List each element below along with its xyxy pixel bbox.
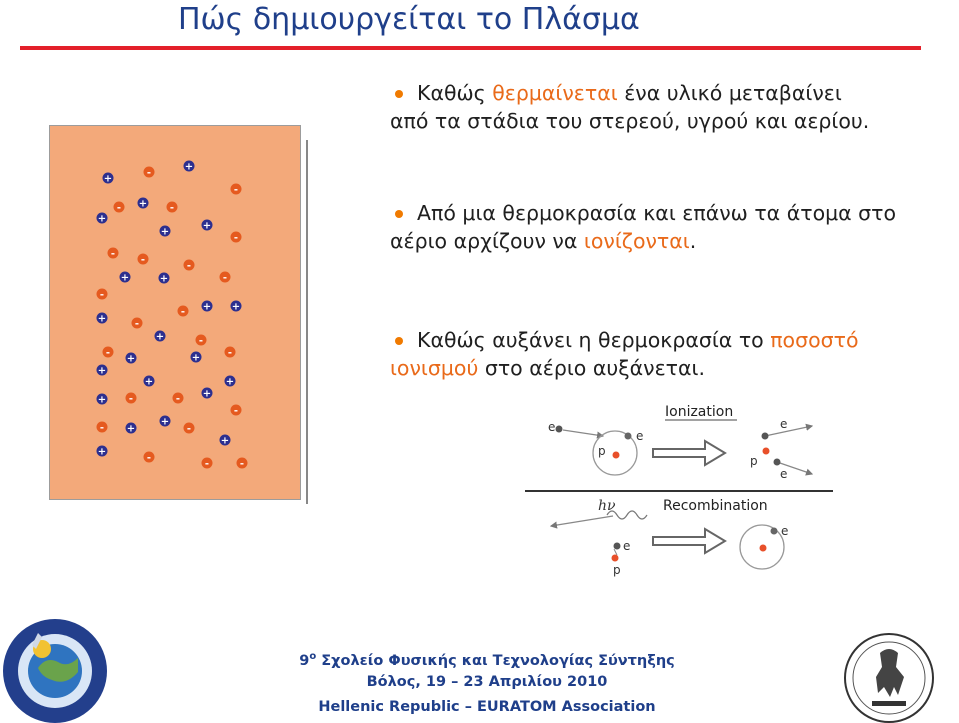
svg-text:+: + xyxy=(97,313,107,325)
svg-text:+: + xyxy=(202,388,212,400)
proton-dot xyxy=(763,448,770,455)
svg-text:-: - xyxy=(116,202,122,214)
positive-ion xyxy=(97,365,108,377)
svg-text:+: + xyxy=(97,394,107,406)
svg-text:-: - xyxy=(175,393,181,405)
electron xyxy=(237,458,248,470)
positive-ion xyxy=(202,388,213,400)
electron-label: e xyxy=(548,420,556,434)
positive-ion xyxy=(97,313,108,325)
svg-text:-: - xyxy=(146,167,152,179)
svg-text:-: - xyxy=(233,232,239,244)
svg-text:-: - xyxy=(222,272,228,284)
ionization-label: Ionization xyxy=(665,404,734,420)
positive-ion xyxy=(126,353,137,365)
text-run: Καθώς αυξάνει η θερμοκρασία το xyxy=(417,328,771,352)
svg-text:+: + xyxy=(225,376,235,388)
proton-label: p xyxy=(613,563,621,577)
svg-text:+: + xyxy=(160,416,170,428)
svg-text:+: + xyxy=(138,198,148,210)
recombination-arrow xyxy=(653,529,725,553)
electron xyxy=(103,347,114,359)
footer-school xyxy=(232,647,742,671)
proton-label: p xyxy=(598,444,606,458)
photon-trajectory xyxy=(551,516,613,526)
positive-ion xyxy=(191,352,202,364)
positive-ion xyxy=(126,423,137,435)
electron-dot xyxy=(556,426,563,433)
electron xyxy=(132,318,143,330)
svg-text:+: + xyxy=(155,331,165,343)
highlight-text: ιονισμού xyxy=(390,356,479,380)
positive-ion xyxy=(97,394,108,406)
page-title: Πώς δημιουργείται το Πλάσμα xyxy=(178,2,640,37)
electron xyxy=(108,248,119,260)
electron xyxy=(184,260,195,272)
svg-text:-: - xyxy=(186,423,192,435)
svg-text:-: - xyxy=(198,335,204,347)
bound-electron-dot xyxy=(625,433,632,440)
text-run: Καθώς xyxy=(417,81,493,105)
positive-ion xyxy=(184,161,195,173)
electron-dot xyxy=(614,543,621,550)
svg-text:+: + xyxy=(231,301,241,313)
electron-trajectory xyxy=(614,549,617,555)
positive-ion xyxy=(159,273,170,285)
proton-dot xyxy=(612,555,619,562)
positive-ion xyxy=(138,198,149,210)
electron-trajectory xyxy=(563,430,603,436)
ionization-arrow xyxy=(653,441,725,465)
proton-label: p xyxy=(750,454,758,468)
positive-ion xyxy=(202,220,213,232)
electron xyxy=(114,202,125,214)
svg-text:-: - xyxy=(99,289,105,301)
positive-ion xyxy=(155,331,166,343)
university-seal xyxy=(836,623,944,723)
electron xyxy=(144,452,155,464)
recombination-label: Recombination xyxy=(663,498,768,514)
positive-ion xyxy=(225,376,236,388)
institute-logo xyxy=(0,613,115,723)
svg-text:+: + xyxy=(159,273,169,285)
electron xyxy=(184,423,195,435)
electron-label: e xyxy=(623,539,631,553)
svg-text:+: + xyxy=(97,446,107,458)
svg-text:+: + xyxy=(103,173,113,185)
footer-association: Hellenic Republic – EURATOM Association xyxy=(318,699,656,715)
electron xyxy=(173,393,184,405)
bound-electron-dot xyxy=(771,528,778,535)
bullet-line: από τα στάδια του στερεού, υγρού και αερίου. xyxy=(390,109,870,133)
positive-ion xyxy=(144,376,155,388)
svg-text:-: - xyxy=(180,306,186,318)
electron xyxy=(220,272,231,284)
svg-text:-: - xyxy=(99,422,105,434)
positive-ion xyxy=(103,173,114,185)
svg-text:-: - xyxy=(239,458,245,470)
svg-text:-: - xyxy=(140,254,146,266)
svg-text:+: + xyxy=(202,301,212,313)
positive-ion xyxy=(231,301,242,313)
svg-text:+: + xyxy=(120,272,130,284)
highlight-text: ποσοστό xyxy=(770,328,859,352)
svg-text:-: - xyxy=(146,452,152,464)
svg-text:-: - xyxy=(169,202,175,214)
electron-label: e xyxy=(780,467,788,481)
svg-text:+: + xyxy=(97,365,107,377)
electron xyxy=(196,335,207,347)
positive-ion xyxy=(160,226,171,238)
electron xyxy=(167,202,178,214)
svg-text:-: - xyxy=(110,248,116,260)
photon-label: hν xyxy=(598,498,616,514)
electron-label: e xyxy=(636,429,644,443)
proton-dot xyxy=(613,452,620,459)
text-run: στο αέριο αυξάνεται. xyxy=(478,356,705,380)
footer-location: Βόλος, 19 – 23 Απριλίου 2010 xyxy=(366,674,608,690)
electron xyxy=(178,306,189,318)
positive-ion xyxy=(220,435,231,447)
svg-text:+: + xyxy=(97,213,107,225)
positive-ion xyxy=(202,301,213,313)
svg-text:-: - xyxy=(233,184,239,196)
positive-ion xyxy=(97,446,108,458)
svg-text:+: + xyxy=(184,161,194,173)
ionization-recombination-diagram xyxy=(515,398,845,583)
highlight-text: ιονίζονται xyxy=(583,229,690,253)
positive-ion xyxy=(160,416,171,428)
svg-text:-: - xyxy=(204,458,210,470)
svg-text:-: - xyxy=(128,393,134,405)
electron xyxy=(225,347,236,359)
positive-ion xyxy=(97,213,108,225)
bullet-line: Από μια θερμοκρασία και επάνω τα άτομα στο xyxy=(417,201,897,225)
electron xyxy=(97,422,108,434)
positive-ion xyxy=(120,272,131,284)
proton-dot xyxy=(760,545,767,552)
svg-text:+: + xyxy=(126,423,136,435)
electron xyxy=(138,254,149,266)
text-run: . xyxy=(689,229,697,253)
school-name: Σχολείο Φυσικής και Τεχνολογίας Σύντηξης xyxy=(316,652,675,669)
ordinal-number: 9 xyxy=(299,652,310,669)
ordinal-suffix: ο xyxy=(309,651,317,662)
electron xyxy=(202,458,213,470)
svg-text:-: - xyxy=(186,260,192,272)
text-run: ένα υλικό μεταβαίνει xyxy=(617,81,842,105)
text-run: αέριο αρχίζουν να xyxy=(390,229,584,253)
electron xyxy=(231,405,242,417)
svg-text:+: + xyxy=(202,220,212,232)
svg-text:+: + xyxy=(191,352,201,364)
electron xyxy=(231,232,242,244)
electron-dot xyxy=(762,433,769,440)
electron xyxy=(126,393,137,405)
svg-text:+: + xyxy=(144,376,154,388)
svg-text:-: - xyxy=(227,347,233,359)
highlight-text: θερμαίνεται xyxy=(492,81,618,105)
svg-text:-: - xyxy=(105,347,111,359)
electron xyxy=(97,289,108,301)
svg-text:+: + xyxy=(220,435,230,447)
svg-text:+: + xyxy=(126,353,136,365)
electron xyxy=(144,167,155,179)
electron-dot xyxy=(774,459,781,466)
svg-text:+: + xyxy=(160,226,170,238)
electron-label: e xyxy=(780,417,788,431)
electron xyxy=(231,184,242,196)
svg-text:-: - xyxy=(233,405,239,417)
electron-label: e xyxy=(781,524,789,538)
svg-text:-: - xyxy=(134,318,140,330)
electron-trajectory xyxy=(765,426,812,436)
